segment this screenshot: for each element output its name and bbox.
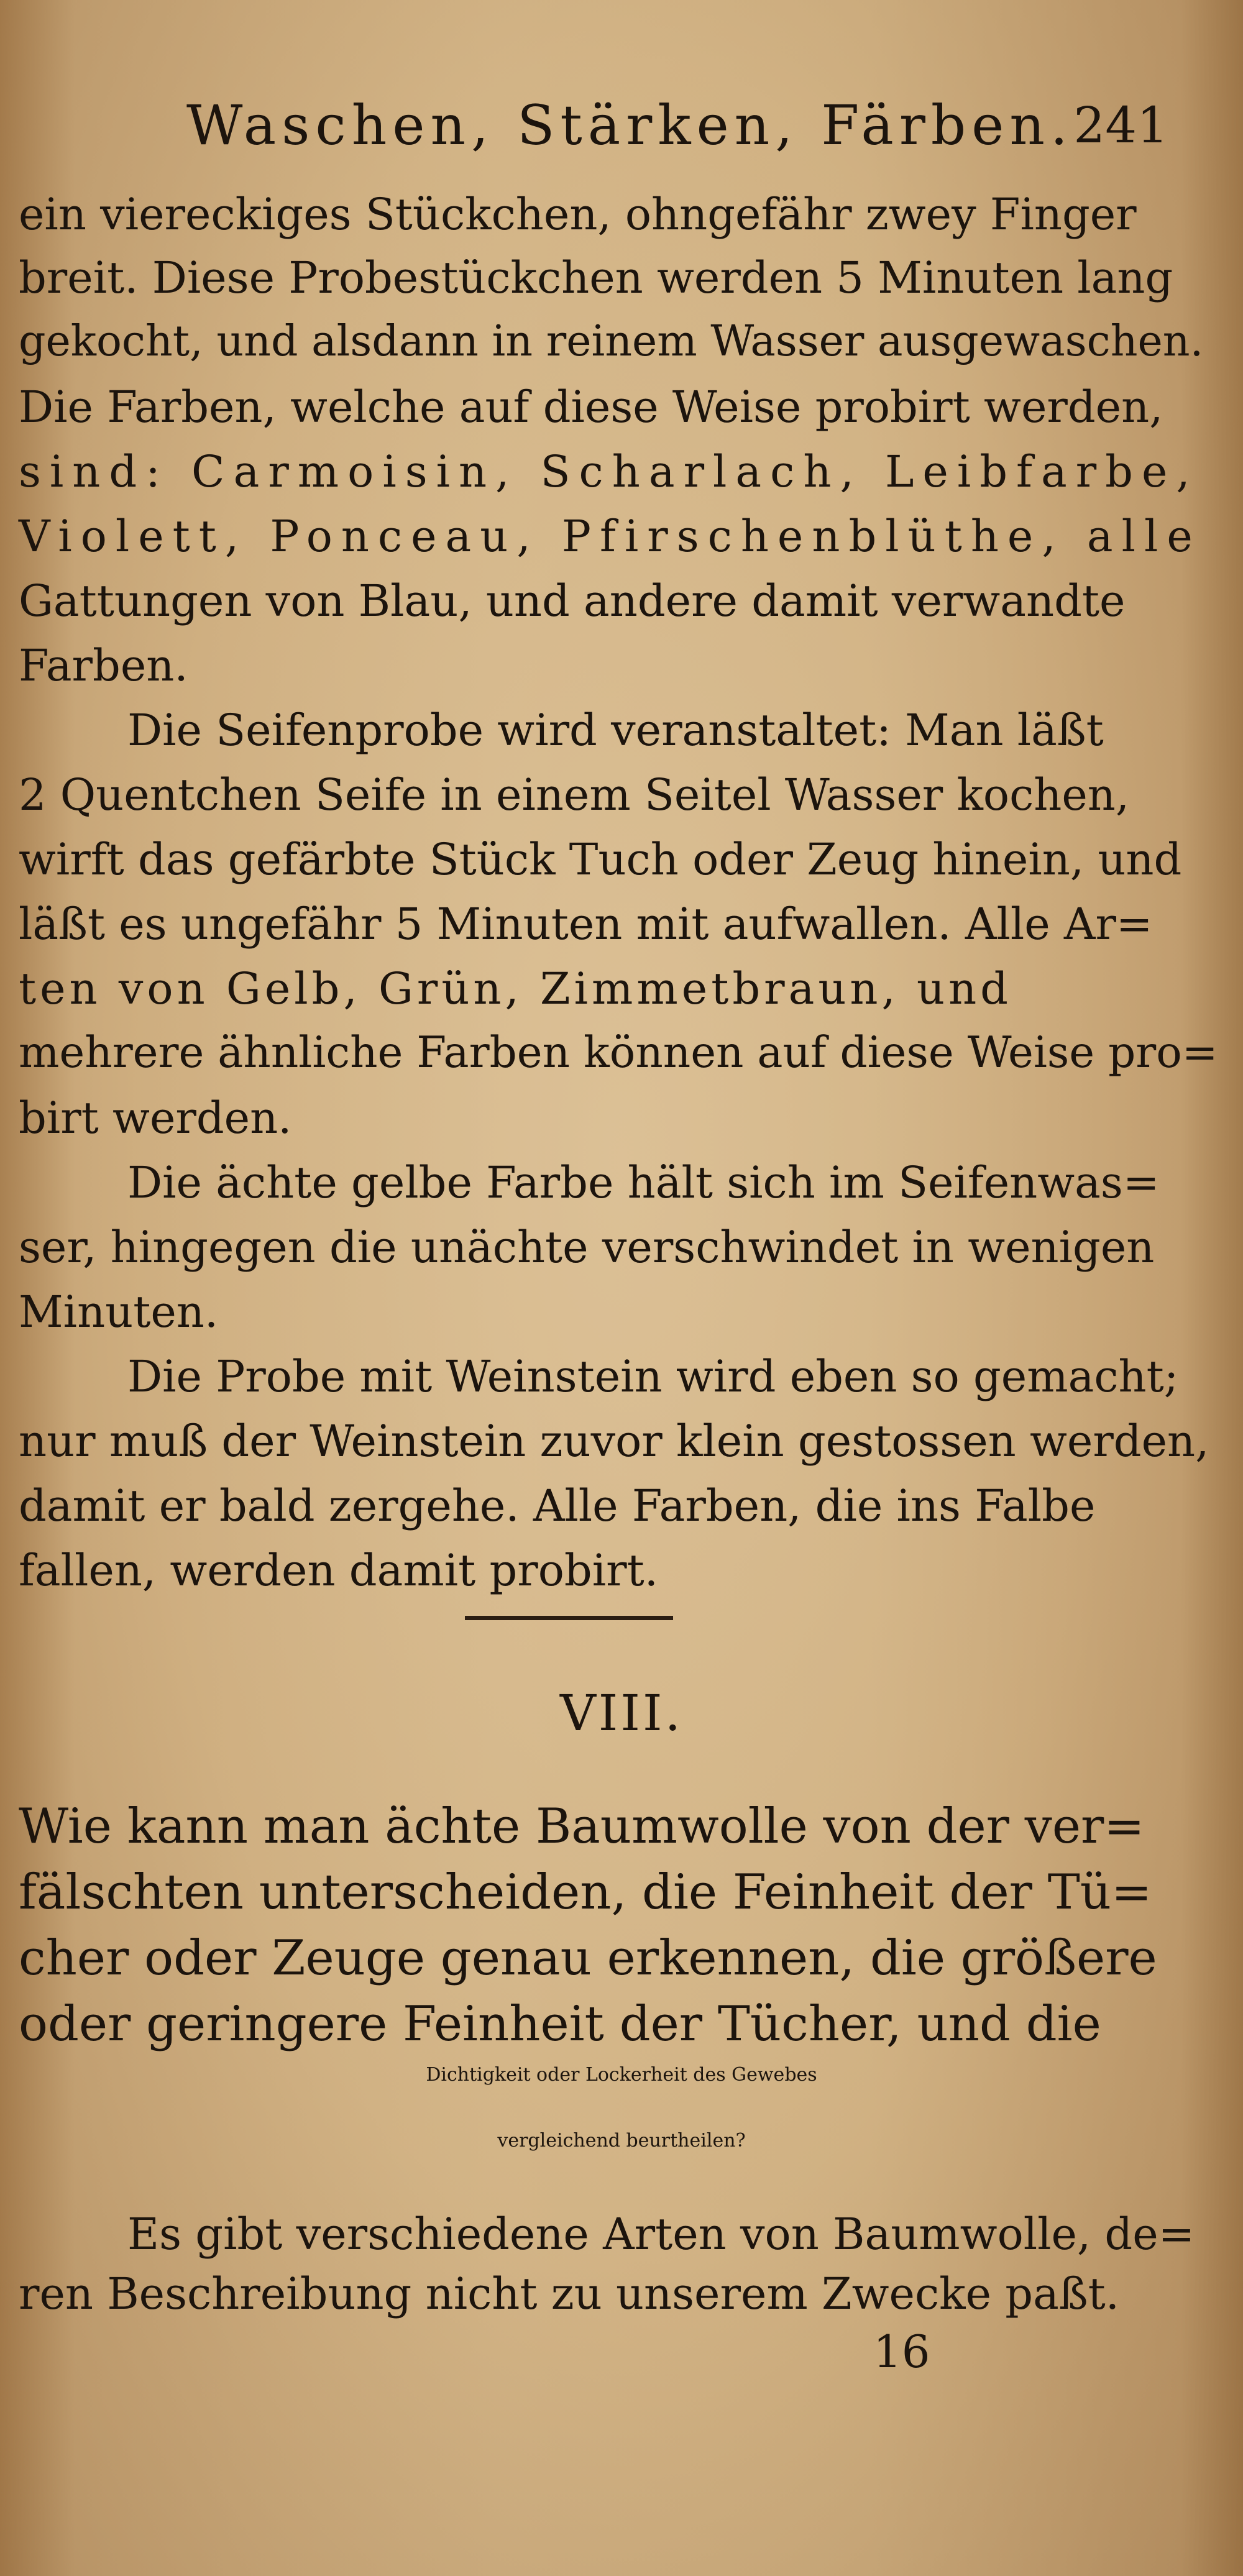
text-line: Es gibt verschiedene Arten von Baumwolle, de= xyxy=(127,2209,1195,2260)
text-line: 2 Quentchen Seife in einem Seitel Wasser kochen, xyxy=(19,769,1130,820)
section-heading-line: oder geringere Feinheit der Tücher, und die xyxy=(19,1996,1101,2052)
section-heading-line: Wie kann man ächte Baumwolle von der ver= xyxy=(19,1799,1145,1854)
text-line: nur muß der Weinstein zuvor klein gestossen werden, xyxy=(19,1416,1209,1467)
text-line: ein viereckiges Stückchen, ohngefähr zwey Finger xyxy=(19,189,1137,240)
section-heading-line: cher oder Zeuge genau erkennen, die größere xyxy=(19,1930,1157,1986)
section-divider xyxy=(465,1616,673,1620)
text-line: ser, hingegen die unächte verschwindet in wenigen xyxy=(19,1222,1155,1273)
section-number: VIII. xyxy=(559,1684,683,1742)
text-line: sind: Carmoisin, Scharlach, Leibfarbe, xyxy=(19,446,1199,497)
text-line: damit er bald zergehe. Alle Farben, die ins Falbe xyxy=(19,1480,1096,1531)
text-line: Farben. xyxy=(19,640,188,691)
text-line: Violett, Ponceau, Pfirschenblüthe, alle xyxy=(19,511,1201,562)
text-line: breit. Diese Probestückchen werden 5 Minuten lang xyxy=(19,252,1173,303)
text-line: Die ächte gelbe Farbe hält sich im Seifenwas= xyxy=(127,1157,1160,1208)
text-line: Die Probe mit Weinstein wird eben so gemacht; xyxy=(127,1351,1179,1402)
signature-mark: 16 xyxy=(873,2326,930,2378)
text-line: gekocht, und alsdann in reinem Wasser ausgewaschen. xyxy=(19,317,1204,366)
text-line: läßt es ungefähr 5 Minuten mit aufwallen. Alle Ar= xyxy=(19,899,1153,950)
page-number: 241 xyxy=(1073,96,1168,154)
text-line: Minuten. xyxy=(19,1286,219,1337)
text-line: mehrere ähnliche Farben können auf diese Weise pro= xyxy=(19,1028,1218,1078)
section-heading-line: fälschten unterscheiden, die Feinheit der Tü= xyxy=(19,1864,1152,1920)
running-head: Waschen, Stärken, Färben. xyxy=(186,93,1073,157)
section-heading-line: Dichtigkeit oder Lockerheit des Gewebes xyxy=(426,2064,817,2086)
text-line: wirft das gefärbte Stück Tuch oder Zeug hinein, und xyxy=(19,834,1182,885)
text-line: ten von Gelb, Grün, Zimmetbraun, und xyxy=(19,963,1012,1014)
text-line: Die Farben, welche auf diese Weise probirt werden, xyxy=(19,382,1163,433)
text-line: birt werden. xyxy=(19,1093,292,1144)
text-line: Gattungen von Blau, und andere damit verwandte xyxy=(19,575,1126,626)
text-line: Die Seifenprobe wird veranstaltet: Man läßt xyxy=(127,705,1104,756)
section-heading-line: vergleichend beurtheilen? xyxy=(497,2130,746,2152)
text-line: ren Beschreibung nicht zu unserem Zwecke paßt. xyxy=(19,2268,1119,2319)
text-line: fallen, werden damit probirt. xyxy=(19,1545,658,1596)
